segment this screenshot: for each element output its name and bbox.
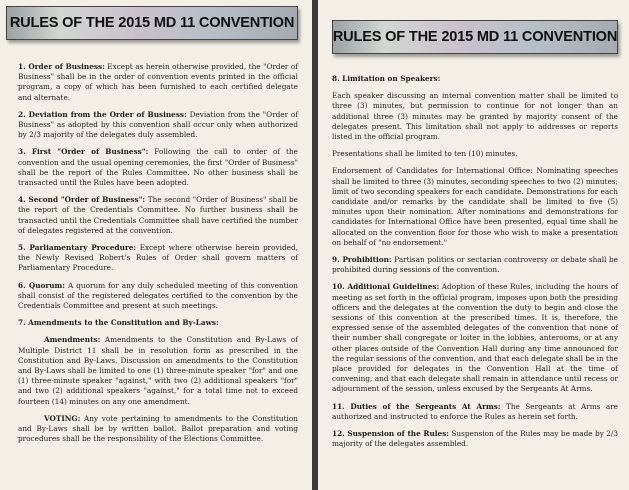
rule-2 (18, 110, 298, 141)
rule-8 (332, 74, 618, 84)
rule-8-heading: 8. Limitation on Speakers: (332, 74, 441, 83)
left-page-title: RULES OF THE 2015 MD 11 CONVENTION (9, 15, 295, 31)
rule-1-heading: 1. Order of Business: (18, 62, 105, 71)
right-page-title: RULES OF THE 2015 MD 11 CONVENTION (332, 29, 618, 45)
right-title-banner (332, 20, 618, 54)
rule-8-paragraph-2: Presentations shall be limited to ten (10) minutes. (332, 149, 518, 159)
rule-1-text: Except as herein otherwise provided, the "Order of Business" shall be in the order of convention events printed in the official program, a copy of which has been furnished to each certified delegate and alternate. (18, 62, 298, 102)
rule-8-paragraph-1: Each speaker discussing an internal convention matter shall be limited to three (3) minutes, but permission to continue for not longer than an additional three (3) minutes may be granted by majority consent of the delegates present. This limitation shall not apply to addresses or reports listed in the official program. (332, 91, 618, 142)
rule-2-heading: 2. Deviation from the Order of Business: (18, 109, 187, 119)
rule-11-text: The Sergeants at Arms are authorized and instructed to enforce the Rules as herein set forth. (332, 401, 619, 421)
voting-text: Any vote pertaining to amendments to the Constitution and By-Laws shall be by written ballot. Ballot preparation and voting procedures shall be the responsibility of the Elections Committee. (18, 413, 298, 444)
rule-1 (18, 62, 298, 103)
right-page-content (332, 74, 618, 457)
rule-3-heading: 3. First "Order of Business": (18, 147, 149, 157)
rule-9-heading: 9. Prohibition: (332, 255, 392, 265)
rule-6 (18, 281, 298, 312)
rule-11-heading: 11. Duties of the Sergeants At Arms: (332, 401, 501, 411)
amendments-text: Amendments to the Constitution and By-Laws of Multiple District 11 shall be in resolution form as prescribed in the Constitution and By-Laws. Discussion on amendments to the Constitution and By-Laws shall be limited to one (1) three-minute speaker "for" and one (1) three-minute speaker "against," with two (2) additional speakers "for" and two (2) additional speakers "against," for a total time not to exceed fourteen (14) minutes on any one amendment. (18, 335, 298, 406)
voting-heading: VOTING: (44, 413, 81, 423)
rule-8-paragraph-3: Endorsement of Candidates for International Office: Nominating speeches shall be limited to three (3) minutes, seconding speeches to two (2) minutes; limit of two seconding speakers for each candidate. Demonstrations for each candidate and/or remarks by the candidate shall be limited to five (5) minutes upon their nomination. After nominations and demonstrations for candidates for International Office have been presented, equal time shall be allocated on the convention floor for those who wish to make a presentation on behalf of "no endorsement." (332, 166, 618, 247)
rule-5-text: Except where otherwise herein provided, the Newly Revised Robert's Rules of Order shall govern matters of Parliamentary Procedure. (18, 243, 298, 273)
left-title-banner (6, 6, 298, 40)
rule-9-text: Partisan politics or sectarian controversy or debate shall be prohibited during sessions of the convention. (332, 255, 618, 275)
rule-11 (332, 402, 618, 422)
voting-paragraph (18, 414, 298, 445)
left-page-content (18, 62, 298, 452)
rule-12-heading: 12. Suspension of the Rules: (332, 429, 449, 439)
rule-12-text: Suspension of the Rules may be made by 2/3 majority of the delegates assembled. (332, 429, 618, 449)
rule-7 (18, 318, 298, 328)
rule-6-heading: 6. Quorum: (18, 280, 65, 290)
rule-10-text: Adoption of these Rules, including the hours of meeting as set forth in the official program, imposes upon both the presiding officers and the delegates at the convention the duty to begin and close the sessions of this convention at the prescribed times. It is, therefore, the expressed sense of the assembled delegates of the convention that none of their number shall congregate or loiter in the lobbies, anterooms, or at any other places outside of the Convention Hall during any time announced for the regular sessions of the convention, and that each delegate shall be in the place provided for delegates in the Convention Hall at the time of convening, and that each delegate shall remain in attendance until recess or adjournment of the session, unless excused by the Sergeants At Arms. (332, 282, 618, 394)
rule-5-heading: 5. Parliamentary Procedure: (18, 243, 137, 253)
rule-10 (332, 282, 618, 394)
rule-12 (332, 429, 618, 449)
rule-4-text: The second "Order of Business" shall be the report of the Credentials Committee. No further business shall be transacted until the Credentials Committee shall have certified the number of delegates registered at the convention. (18, 195, 298, 235)
rule-10-heading: 10. Additional Guidelines: (332, 282, 440, 292)
rule-5 (18, 243, 298, 274)
rule-4-heading: 4. Second "Order of Business": (18, 195, 146, 205)
amendments-heading: Amendments: (44, 335, 101, 345)
rule-6-text: A quorum for any duly scheduled meeting of this convention shall consist of the registered delegates certified to the convention by the Credentials Committee and present at such meetings. (18, 280, 298, 311)
left-page (0, 0, 312, 490)
amendments-paragraph (18, 335, 298, 406)
rule-2-text: Deviation from the "Order of Business" as adopted by this convention shall occur only when authorized by 2/3 majority of the delegates duly assembled. (18, 109, 298, 140)
rule-3-text: Following the call to order of the convention and the usual opening ceremonies, the first "Order of Business" shall be the report of the Rules Committee. No other business shall be transacted until the Rules have been adopted. (18, 147, 298, 188)
right-page (318, 0, 629, 490)
rule-3 (18, 147, 298, 188)
rule-4 (18, 195, 298, 236)
rule-9 (332, 255, 618, 275)
rule-7-heading: 7. Amendments to the Constitution and By-Laws: (18, 318, 219, 328)
